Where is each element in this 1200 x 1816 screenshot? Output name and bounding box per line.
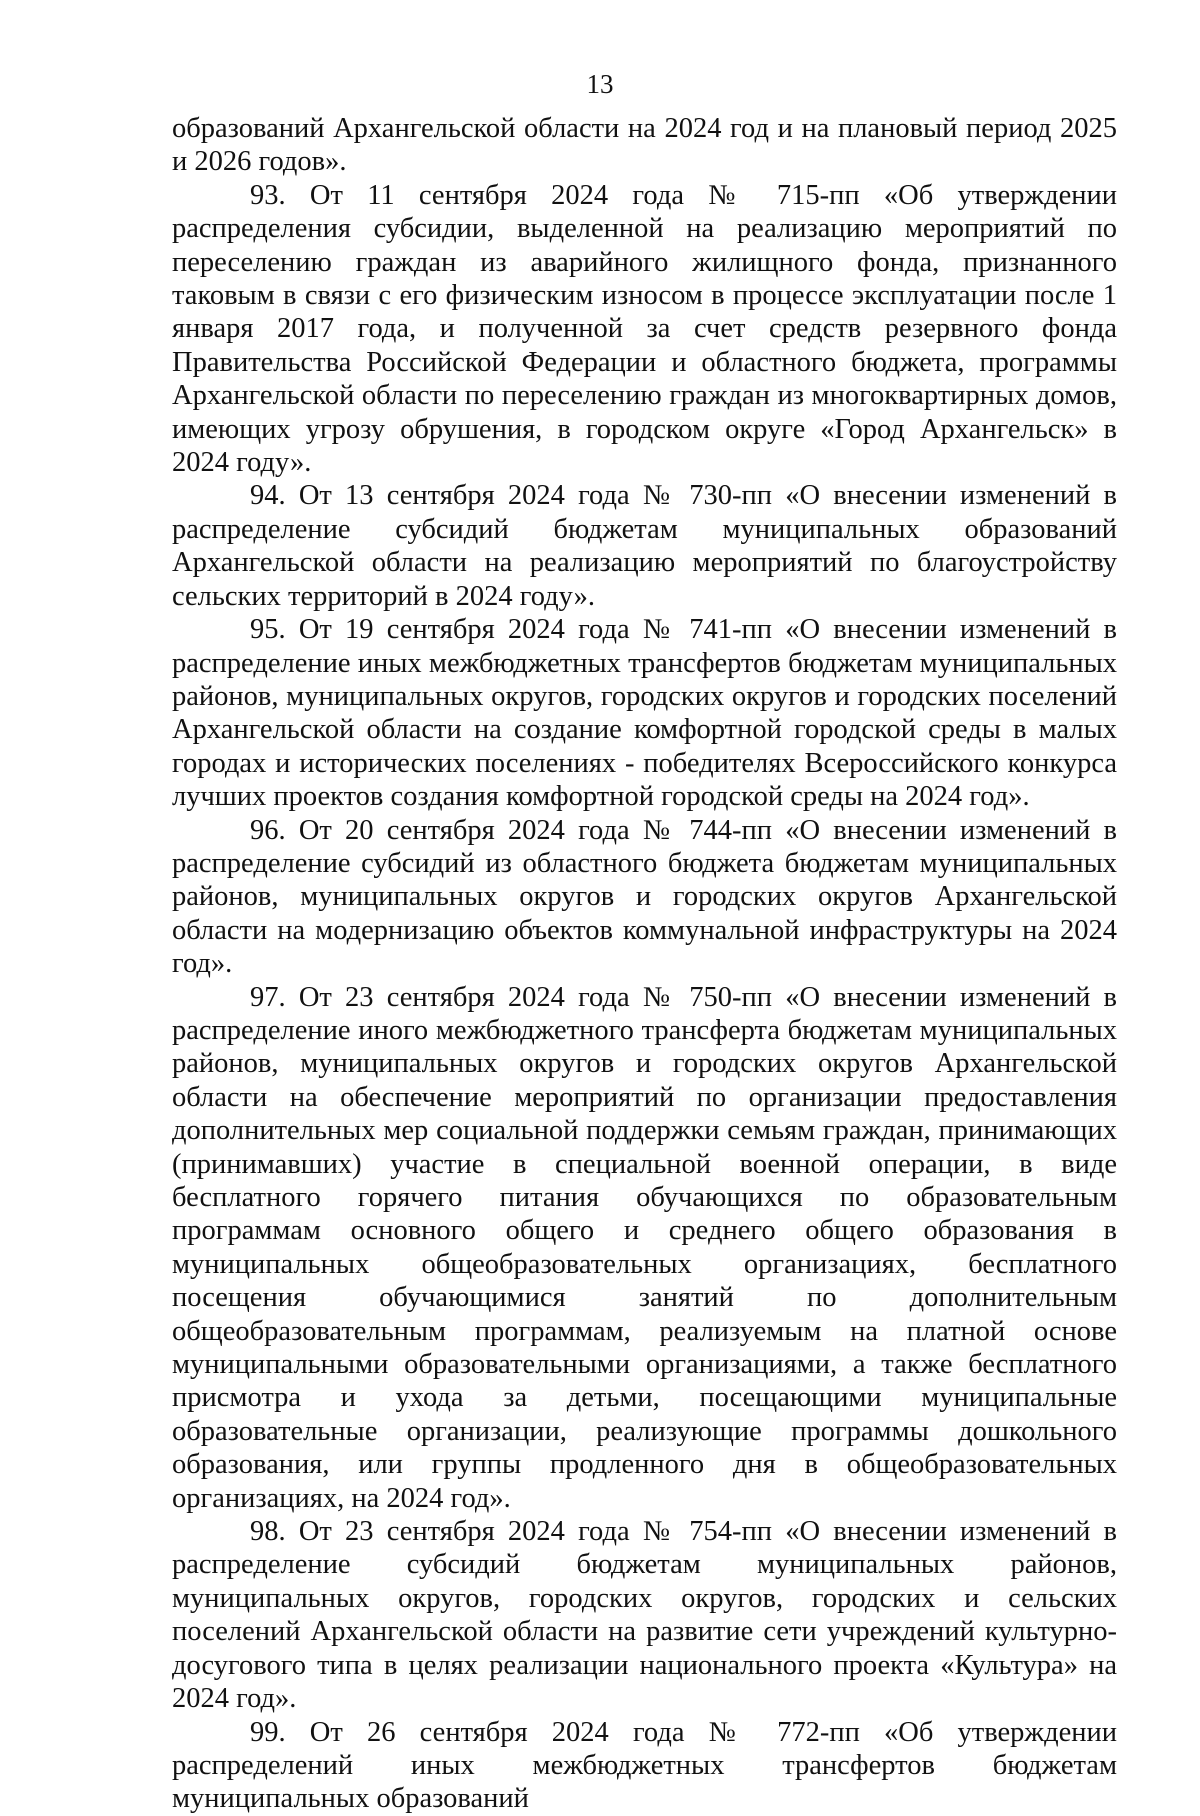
document-body bbox=[172, 112, 1117, 1816]
paragraph-item-96: 96. От 20 сентября 2024 года № 744-пп «О внесении изменений в распределение субсидий из областного бюджета бюджетам муниципальных районов, муниципальных округов и городских округов Архангельской области на модернизацию объектов коммунальной инфраструктуры на 2024 год». bbox=[172, 814, 1117, 980]
paragraph-item-94: 94. От 13 сентября 2024 года № 730-пп «О внесении изменений в распределение субсидий бюджетам муниципальных образований Архангельской области на реализацию мероприятий по благоустройству сельских территорий в 2024 году». bbox=[172, 480, 1117, 612]
paragraph-item-98: 98. От 23 сентября 2024 года № 754-пп «О внесении изменений в распределение субсидий бюджетам муниципальных районов, муниципальных округов, городских округов, городских и сельских поселений Архангельской области на развитие сети учреждений культурно-досугового типа в целях реализации национального проекта «Культура» на 2024 год». bbox=[172, 1516, 1117, 1715]
page-number: 13 bbox=[586, 69, 614, 99]
paragraph-item-97: 97. От 23 сентября 2024 года № 750-пп «О внесении изменений в распределение иного межбюджетного трансферта бюджетам муниципальных районов, муниципальных округов и городских округов Архангельской области на обеспечение мероприятий по организации предоставления дополнительных мер социальной поддержки семьям граждан, принимающих (принимавших) участие в специальной военной операции, в виде бесплатного горячего питания обучающихся по образовательным программам основного общего и среднего общего образования в муниципальных общеобразовательных организациях, бесплатного посещения обучающимися занятий по дополнительным общеобразовательным программам, реализуемым на платной основе муниципальными образовательными организациями, а также бесплатного присмотра и ухода за детьми, посещающими муниципальные образовательные организации, реализующие программы дошкольного образования, или группы продленного дня в общеобразовательных организациях, на 2024 год». bbox=[172, 981, 1117, 1514]
paragraph-item-99: 99. От 26 сентября 2024 года № 772-пп «Об утверждении распределений иных межбюджетных трансфертов бюджетам муниципальных образований bbox=[172, 1716, 1117, 1815]
paragraph-item-95: 95. От 19 сентября 2024 года № 741-пп «О внесении изменений в распределение иных межбюджетных трансфертов бюджетам муниципальных районов, муниципальных округов, городских округов и городских поселений Архангельской области на создание комфортной городской среды в малых городах и исторических поселениях - победителях Всероссийского конкурса лучших проектов создания комфортной городской среды на 2024 год». bbox=[172, 614, 1117, 813]
paragraph-item-93: 93. От 11 сентября 2024 года № 715-пп «Об утверждении распределения субсидии, выделенной на реализацию мероприятий по переселению граждан из аварийного жилищного фонда, признанного таковым в связи с его физическим износом в процессе эксплуатации после 1 января 2017 года, и полученной за счет средств резервного фонда Правительства Российской Федерации и областного бюджета, программы Архангельской области по переселению граждан из многоквартирных домов, имеющих угрозу обрушения, в городском округе «Город Архангельск» в 2024 году». bbox=[172, 179, 1117, 479]
paragraph-continuation: образований Архангельской области на 2024 год и на плановый период 2025 и 2026 годов». bbox=[172, 113, 1117, 178]
